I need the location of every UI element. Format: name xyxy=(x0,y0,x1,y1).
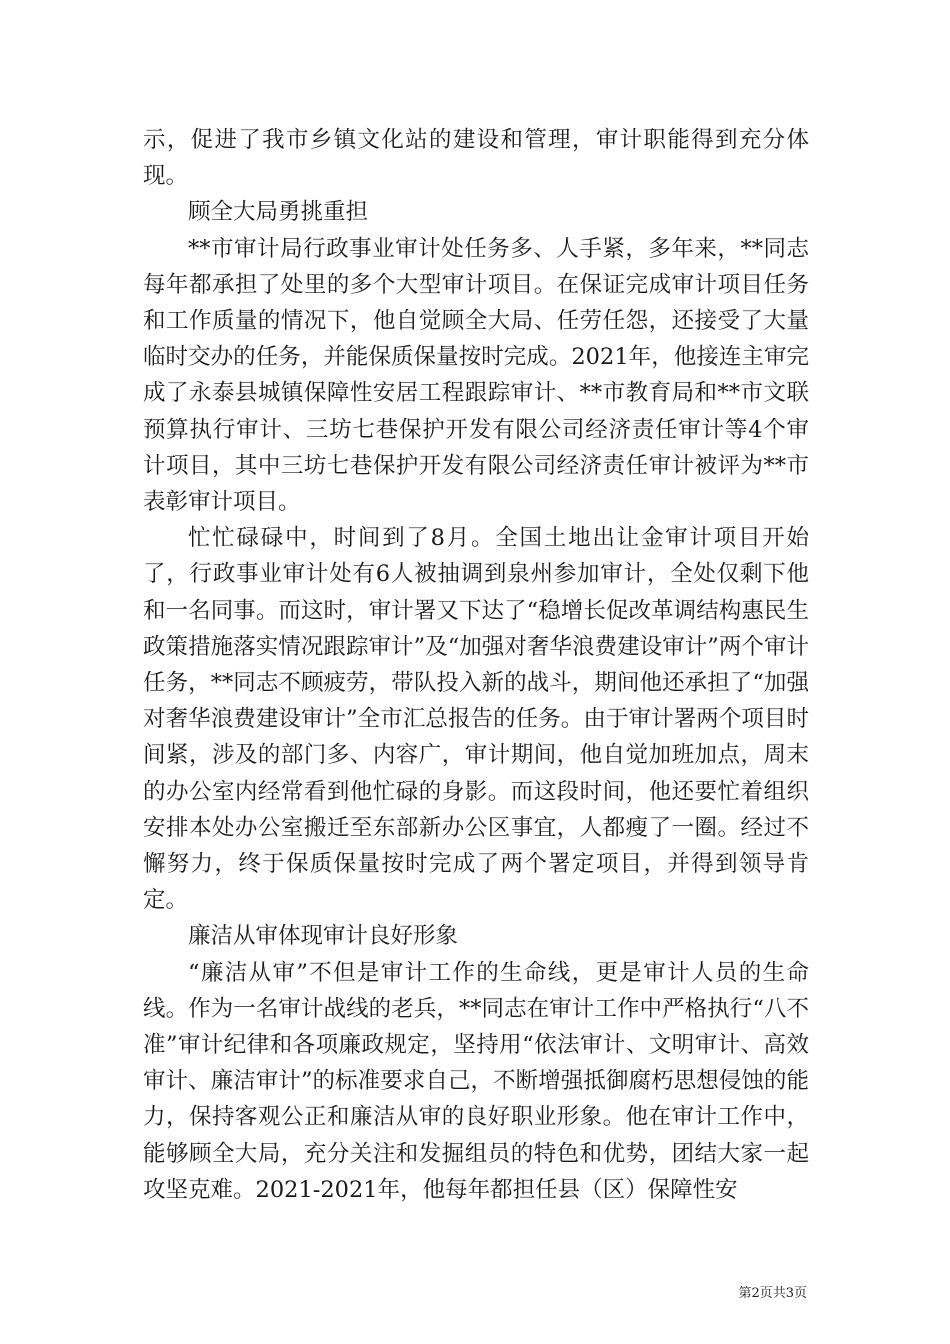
paragraph-integrity: “廉洁从审”不但是审计工作的生命线，更是审计人员的生命线。作为一名审计战线的老兵，**同志在审计工作中严格执行“八不准”审计纪律和各项廉政规定，坚持用“依法审计、文明审计、高效审计、廉洁审计”的标准要求自己，不断增强抵御腐朽思想侵蚀的能力，保持客观公正和廉洁从审的良好职业形象。他在审计工作中，能够顾全大局，充分关注和发掘组员的特色和优势，团结大家一起攻坚克难。2021-2021年，他每年都担任县（区）保障性安 xyxy=(143,959,809,1203)
section-heading-integrity: 廉洁从审体现审计良好形象 xyxy=(188,923,459,950)
paragraph-continuation: 示，促进了我市乡镇文化站的建设和管理，审计职能得到充分体现。 xyxy=(143,127,809,190)
paragraph-audit-projects: **市审计局行政事业审计处任务多、人手紧，多年来，**同志每年都承担了处里的多个大型审计项目。在保证完成审计项目任务和工作质量的情况下，他自觉顾全大局、任劳任怨，还接受了大量临时交办的任务，并能保质保量按时完成。2021年，他接连主审完成了永泰县城镇保障性安居工程跟踪审计、**市教育局和**市文联预算执行审计、三坊七巷保护开发有限公司经济责任审计等4个审计项目，其中三坊七巷保护开发有限公司经济责任审计被评为**市表彰审计项目。 xyxy=(143,235,809,516)
page-number: 第2页共3页 xyxy=(738,1286,807,1301)
paragraph-busy-august: 忙忙碌碌中，时间到了8月。全国土地出让金审计项目开始了，行政事业审计处有6人被抽调到泉州参加审计，全处仅剩下他和一名同事。而这时，审计署又下达了“稳增长促改革调结构惠民生政策措施落实情况跟踪审计”及“加强对奢华浪费建设审计”两个审计任务，**同志不顾疲劳，带队投入新的战斗，期间他还承担了“加强对奢华浪费建设审计”全市汇总报告的任务。由于审计署两个项目时间紧，涉及的部门多、内容广，审计期间，他自觉加班加点，周末的办公室内经常看到他忙碌的身影。而这段时间，他还要忙着组织安排本处办公室搬迁至东部新办公区事宜，人都瘦了一圈。经过不懈努力，终于保质保量按时完成了两个署定项目，并得到领导肯定。 xyxy=(143,525,809,914)
section-heading-overall-situation: 顾全大局勇挑重担 xyxy=(188,199,369,226)
document-body xyxy=(143,122,809,1208)
